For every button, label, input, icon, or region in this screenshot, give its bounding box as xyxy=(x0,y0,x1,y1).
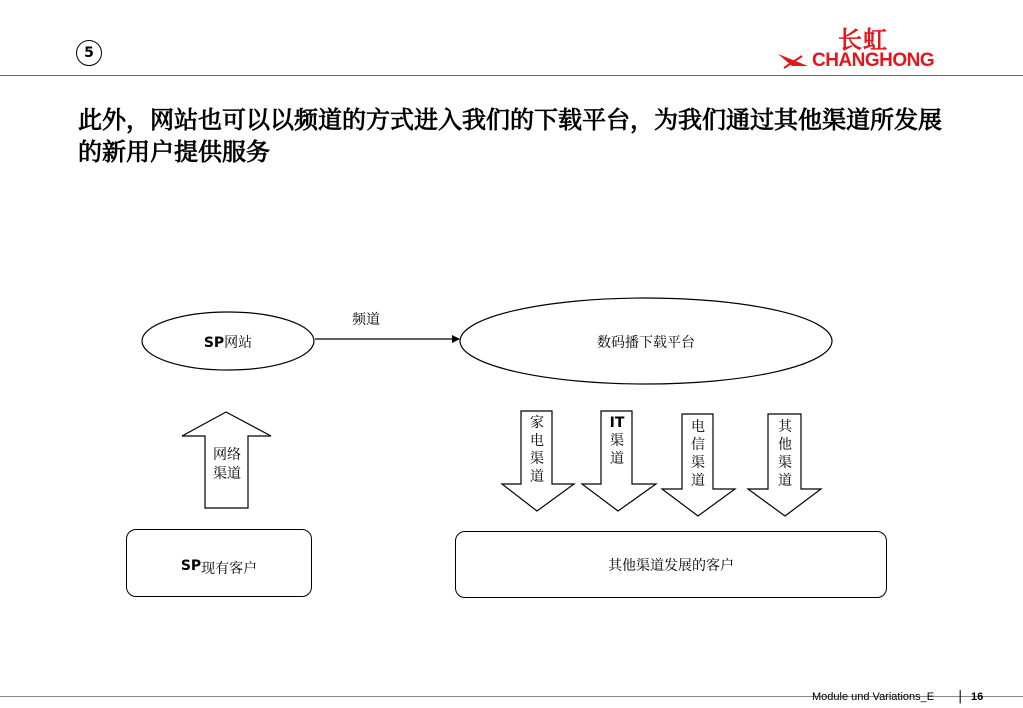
sp-customers-prefix: SP xyxy=(180,558,202,574)
page-badge: 5 xyxy=(76,40,102,66)
other-channel-label: 其他渠道 xyxy=(778,419,792,489)
footer-page-number: 16 xyxy=(971,691,984,703)
network-channel-label: 网络渠道 xyxy=(213,447,241,482)
footer-module: Module und Variations_E xyxy=(812,691,935,703)
it-channel-text: 渠道 xyxy=(610,433,624,467)
appliance-channel-label: 家电渠道 xyxy=(530,415,544,485)
logo-english: CHANGHONG xyxy=(812,50,935,71)
channel-label: 频道 xyxy=(352,312,380,328)
logo-chinese: 长虹 xyxy=(838,26,888,54)
sp-site-label xyxy=(190,332,266,352)
sp-customers-box xyxy=(126,529,312,597)
it-channel-prefix: IT xyxy=(609,415,625,431)
other-customers-text: 其他渠道发展的客户 xyxy=(608,557,734,574)
other-customers-box xyxy=(455,531,887,598)
it-channel-label xyxy=(604,414,630,468)
platform-label: 数码播下载平台 xyxy=(597,335,695,351)
sp-customers-text: 现有客户 xyxy=(201,561,258,577)
sp-site-prefix: SP xyxy=(203,335,225,351)
telecom-channel-label: 电信渠道 xyxy=(691,419,705,489)
sp-site-text: 网站 xyxy=(224,335,253,351)
page-title: 此外，网站也可以以频道的方式进入我们的下载平台，为我们通过其他渠道所发展的新用户提供服务 xyxy=(78,105,942,166)
channel-arrow-head xyxy=(452,335,460,343)
footer-separator: | xyxy=(958,689,963,704)
